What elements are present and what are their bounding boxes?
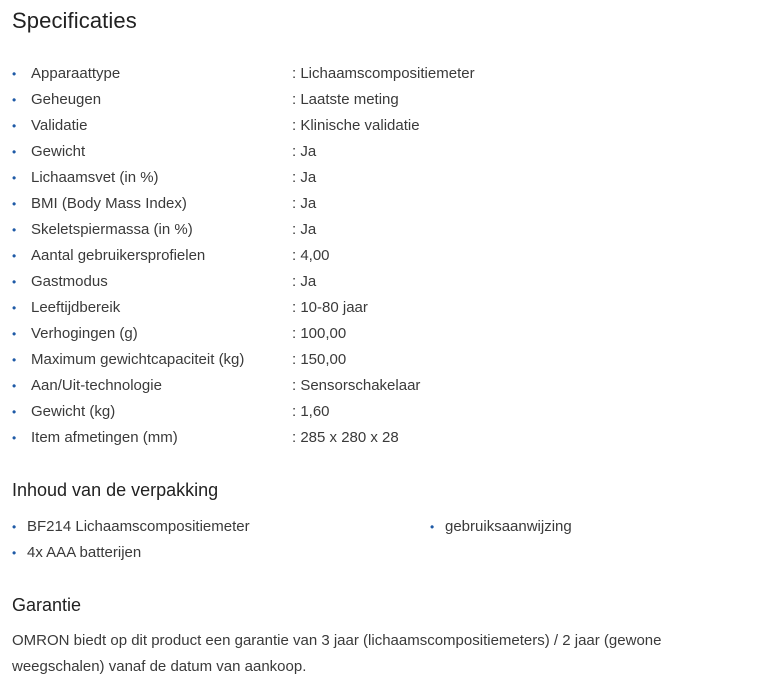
spec-row: [12, 217, 712, 243]
bullet-icon: •: [430, 520, 435, 534]
spec-label: Geheugen: [31, 91, 102, 108]
bullet-icon: •: [12, 546, 17, 560]
spec-row: [12, 425, 712, 451]
bullet-icon: •: [12, 171, 17, 185]
bullet-icon: •: [12, 379, 17, 393]
bullet-icon: •: [12, 520, 17, 534]
spec-value: : 1,60: [292, 403, 330, 420]
spec-label: Gewicht (kg): [31, 403, 116, 420]
spec-value: : 4,00: [292, 247, 330, 264]
spec-row: [12, 243, 712, 269]
spec-row: [12, 269, 712, 295]
spec-value: : Klinische validatie: [292, 117, 420, 134]
spec-row: [12, 295, 712, 321]
bullet-icon: •: [12, 405, 17, 419]
spec-value: : Sensorschakelaar: [292, 377, 421, 394]
spec-label: Lichaamsvet (in %): [31, 169, 159, 186]
spec-label: BMI (Body Mass Index): [31, 195, 187, 212]
spec-value: : Ja: [292, 143, 317, 160]
spec-row: [12, 87, 712, 113]
spec-row: [12, 399, 712, 425]
spec-label: Gewicht: [31, 143, 86, 160]
spec-value: : Ja: [292, 169, 317, 186]
spec-value: : Ja: [292, 273, 317, 290]
spec-value: : Ja: [292, 221, 317, 238]
spec-label: Maximum gewichtcapaciteit (kg): [31, 351, 245, 368]
spec-value: : Ja: [292, 195, 317, 212]
box-item-label: 4x AAA batterijen: [27, 544, 142, 561]
bullet-icon: •: [12, 67, 17, 81]
spec-row: [12, 373, 712, 399]
spec-label: Skeletspiermassa (in %): [31, 221, 193, 238]
spec-value: : 150,00: [292, 351, 347, 368]
bullet-icon: •: [12, 93, 17, 107]
specifications-list: [12, 61, 712, 451]
bullet-icon: •: [12, 145, 17, 159]
box-item-label: gebruiksaanwijzing: [445, 518, 572, 535]
spec-label: Verhogingen (g): [31, 325, 138, 342]
spec-row: [12, 139, 712, 165]
spec-value: : 285 x 280 x 28: [292, 429, 399, 446]
bullet-icon: •: [12, 301, 17, 315]
spec-row: [12, 347, 712, 373]
bullet-icon: •: [12, 353, 17, 367]
bullet-icon: •: [12, 431, 17, 445]
spec-value: : Lichaamscompositiemeter: [292, 65, 475, 82]
spec-label: Leeftijdbereik: [31, 299, 121, 316]
spec-row: [12, 61, 712, 87]
specifications-heading: Specificaties: [12, 8, 137, 33]
bullet-icon: •: [12, 327, 17, 341]
warranty-heading: Garantie: [12, 595, 82, 615]
box-contents-heading: Inhoud van de verpakking: [12, 480, 219, 500]
bullet-icon: •: [12, 223, 17, 237]
spec-value: : 10-80 jaar: [292, 299, 368, 316]
spec-label: Aantal gebruikersprofielen: [31, 247, 206, 264]
box-item-label: BF214 Lichaamscompositiemeter: [27, 518, 250, 535]
spec-value: : Laatste meting: [292, 91, 399, 108]
spec-row: [12, 113, 712, 139]
spec-row: [12, 165, 712, 191]
bullet-icon: •: [12, 249, 17, 263]
spec-value: : 100,00: [292, 325, 347, 342]
bullet-icon: •: [12, 197, 17, 211]
bullet-icon: •: [12, 119, 17, 133]
spec-label: Gastmodus: [31, 273, 108, 290]
spec-label: Validatie: [31, 117, 88, 134]
warranty-text: OMRON biedt op dit product een garantie van 3 jaar (lichaamscompositiemeters) / 2 jaar (gewone weegschalen) vanaf de datum van aankoop.: [12, 632, 662, 675]
spec-row: [12, 191, 712, 217]
spec-row: [12, 321, 712, 347]
spec-label: Item afmetingen (mm): [31, 429, 178, 446]
spec-label: Apparaattype: [31, 65, 121, 82]
spec-label: Aan/Uit-technologie: [31, 377, 162, 394]
bullet-icon: •: [12, 275, 17, 289]
